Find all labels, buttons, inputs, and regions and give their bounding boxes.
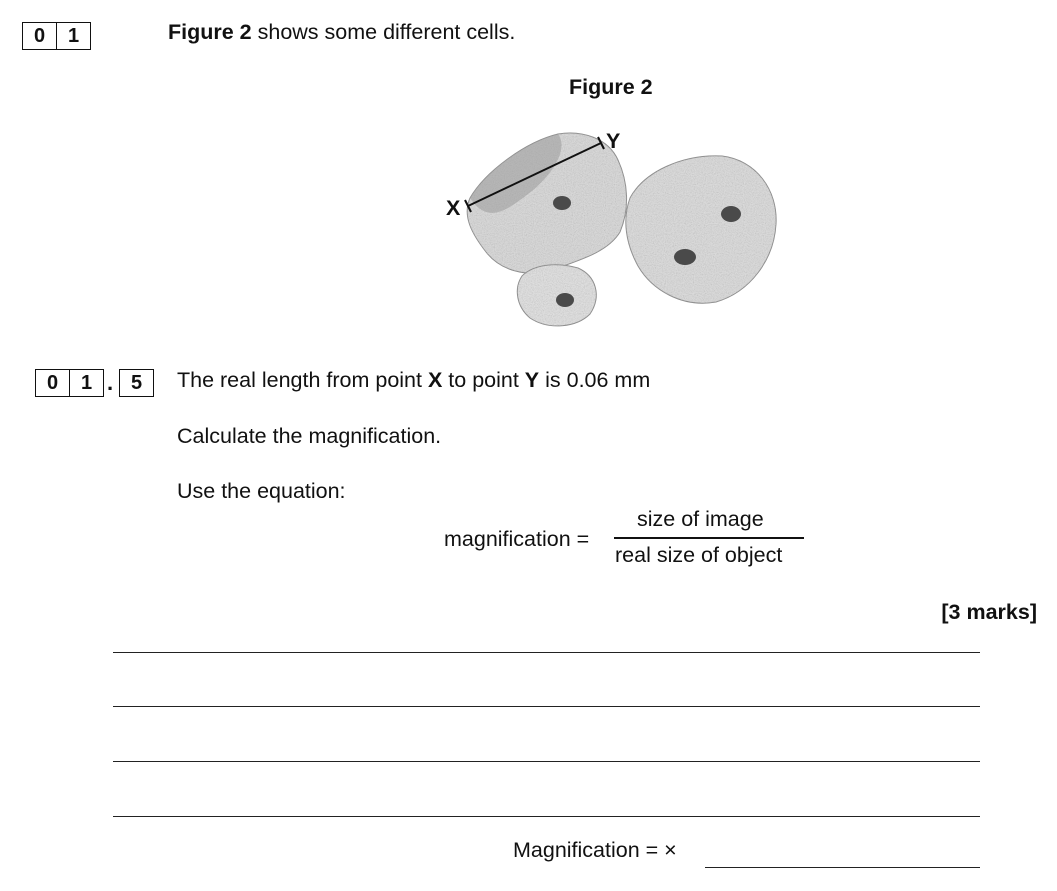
answer-line-3 — [113, 761, 980, 762]
subquestion-digit-1: 0 — [46, 372, 59, 394]
subquestion-part-box — [119, 369, 154, 397]
line1-point-x: X — [427, 368, 443, 392]
answer-line-2 — [113, 706, 980, 707]
answer-label: Magnification = × — [513, 838, 677, 862]
marks-label: [3 marks] — [941, 600, 1037, 624]
answer-input-line[interactable] — [705, 867, 980, 868]
subquestion-number-box — [35, 369, 104, 397]
equation-denominator: real size of object — [615, 543, 783, 567]
line1-text-c: is 0.06 mm — [539, 368, 651, 392]
equation-numerator: size of image — [637, 507, 764, 531]
answer-line-1 — [113, 652, 980, 653]
question-digit-1: 0 — [33, 25, 46, 47]
subquestion-line-2: Calculate the magnification. — [177, 424, 442, 448]
figure-reference: Figure 2 — [168, 20, 252, 44]
question-number-box — [22, 22, 91, 50]
fraction-bar — [614, 537, 804, 539]
question-intro — [168, 20, 515, 45]
label-y: Y — [606, 129, 621, 153]
answer-line-4 — [113, 816, 980, 817]
subquestion-dot: . — [107, 370, 114, 395]
figure-title: Figure 2 — [569, 75, 653, 99]
label-x: X — [446, 196, 461, 220]
line1-text-b: to point — [442, 368, 525, 392]
line1-text-a: The real length from point — [177, 368, 428, 392]
line1-point-y: Y — [524, 368, 540, 392]
intro-text: shows some different cells. — [251, 20, 516, 44]
question-digit-2: 1 — [56, 23, 90, 49]
subquestion-digit-2: 1 — [69, 370, 103, 396]
subquestion-part-digit: 5 — [130, 372, 143, 394]
subquestion-line-3: Use the equation: — [177, 479, 346, 503]
subquestion-line-1 — [177, 368, 650, 393]
equation-lhs: magnification = — [444, 527, 590, 551]
